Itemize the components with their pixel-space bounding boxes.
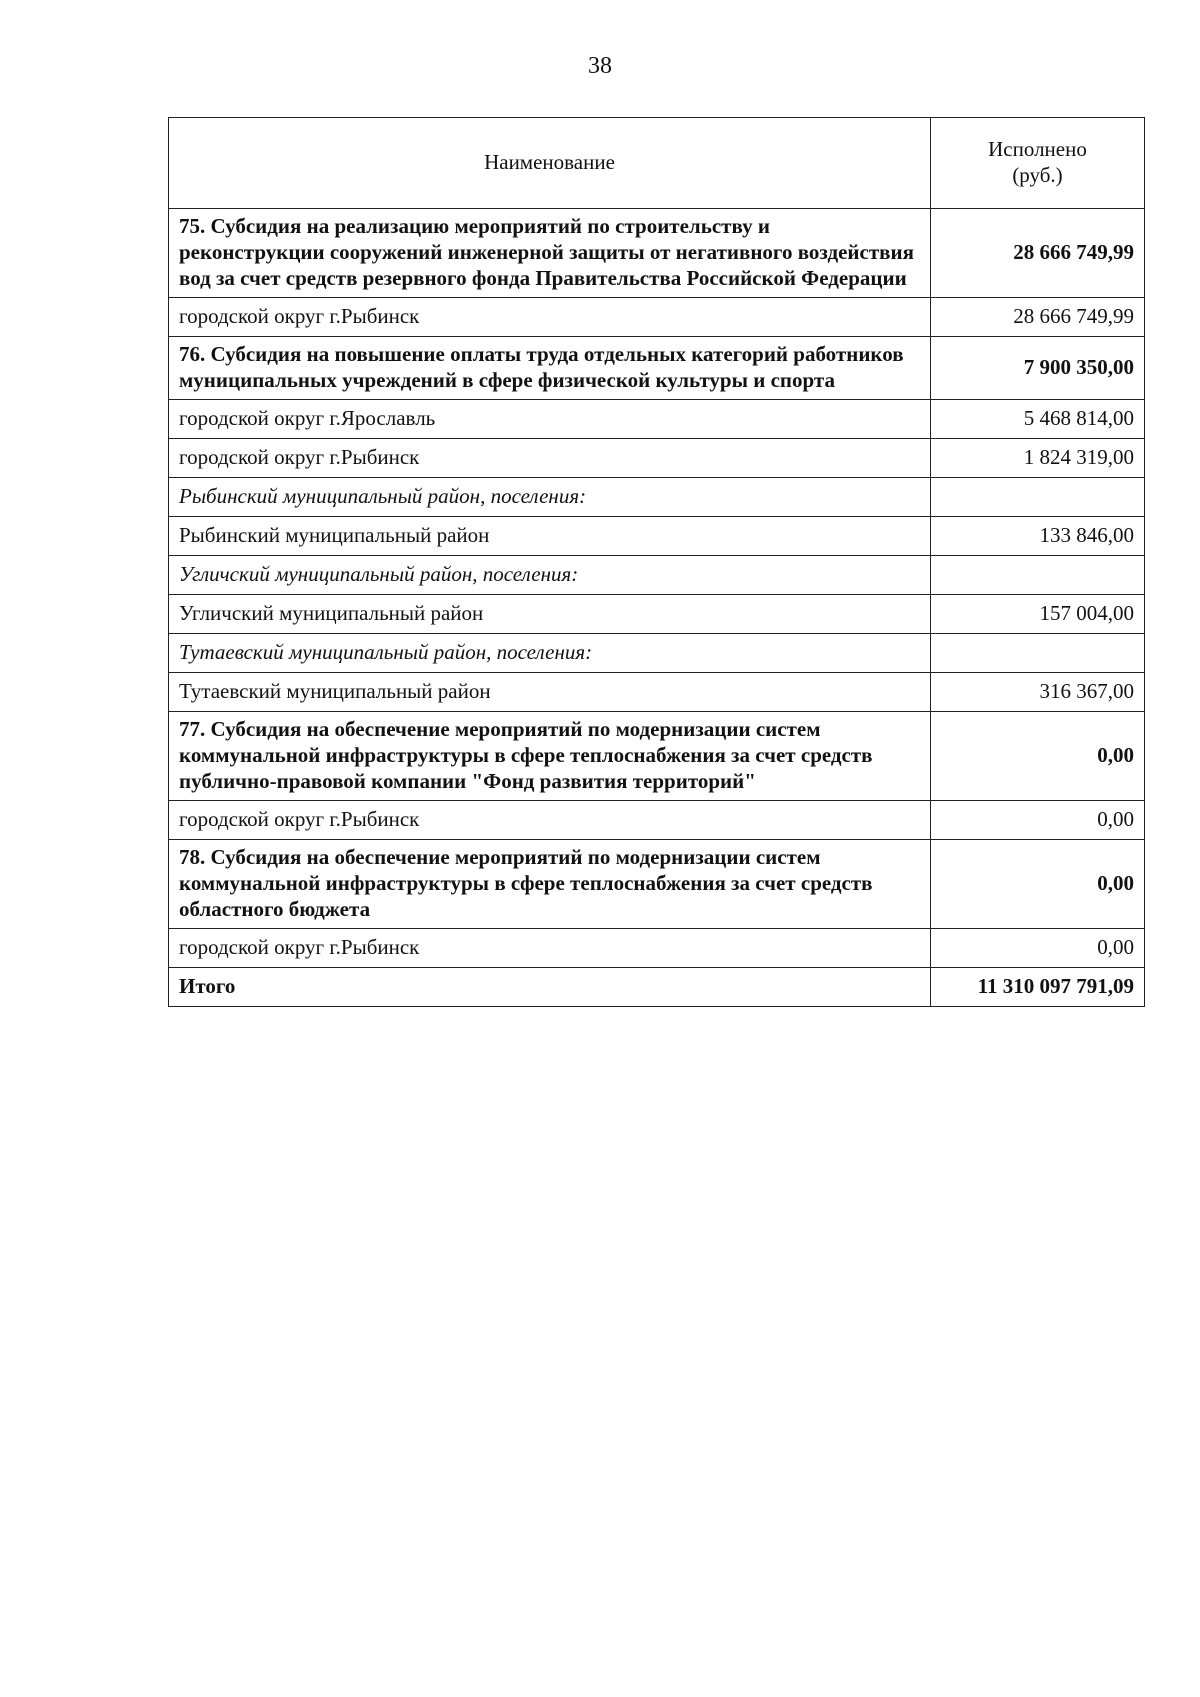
table-row <box>169 801 1145 840</box>
row-name: 77. Субсидия на обеспечение мероприятий по модернизации систем коммунальной инфраструктуры в сфере теплоснабжения за счет средств публично-правовой компании "Фонд развития территорий" <box>169 712 931 801</box>
table-row <box>169 298 1145 337</box>
row-name: Угличский муниципальный район, поселения: <box>169 556 931 595</box>
row-value: 1 824 319,00 <box>931 439 1145 478</box>
table-row <box>169 595 1145 634</box>
table-row <box>169 517 1145 556</box>
table-row <box>169 634 1145 673</box>
row-name: городской округ г.Рыбинск <box>169 298 931 337</box>
page-number: 38 <box>588 53 612 79</box>
row-value <box>931 556 1145 595</box>
row-name: 76. Субсидия на повышение оплаты труда отдельных категорий работников муниципальных учреждений в сфере физической культуры и спорта <box>169 337 931 400</box>
row-value <box>931 478 1145 517</box>
row-value <box>931 634 1145 673</box>
row-value: 28 666 749,99 <box>931 209 1145 298</box>
table-body <box>169 209 1145 1007</box>
table-row <box>169 478 1145 517</box>
header-value <box>931 118 1145 209</box>
row-value: 5 468 814,00 <box>931 400 1145 439</box>
row-value: 0,00 <box>931 840 1145 929</box>
row-value: 28 666 749,99 <box>931 298 1145 337</box>
table-row <box>169 556 1145 595</box>
row-value: 0,00 <box>931 801 1145 840</box>
table-row <box>169 209 1145 298</box>
row-name: Рыбинский муниципальный район, поселения: <box>169 478 931 517</box>
row-name: Тутаевский муниципальный район <box>169 673 931 712</box>
row-value: 157 004,00 <box>931 595 1145 634</box>
row-value: 0,00 <box>931 929 1145 968</box>
row-name: Угличский муниципальный район <box>169 595 931 634</box>
row-name: городской округ г.Рыбинск <box>169 929 931 968</box>
row-name: Рыбинский муниципальный район <box>169 517 931 556</box>
row-name: 75. Субсидия на реализацию мероприятий по строительству и реконструкции сооружений инженерной защиты от негативного воздействия вод за счет средств резервного фонда Правительства Российской Федерации <box>169 209 931 298</box>
row-name: городской округ г.Рыбинск <box>169 439 931 478</box>
table-row <box>169 673 1145 712</box>
total-label: Итого <box>169 968 931 1007</box>
header-name: Наименование <box>169 118 931 209</box>
total-value: 11 310 097 791,09 <box>931 968 1145 1007</box>
table-row <box>169 929 1145 968</box>
row-value: 133 846,00 <box>931 517 1145 556</box>
table-row <box>169 840 1145 929</box>
row-value: 7 900 350,00 <box>931 337 1145 400</box>
row-value: 0,00 <box>931 712 1145 801</box>
total-row <box>169 968 1145 1007</box>
table-row <box>169 337 1145 400</box>
table-row <box>169 400 1145 439</box>
row-name: городской округ г.Ярославль <box>169 400 931 439</box>
row-name: 78. Субсидия на обеспечение мероприятий по модернизации систем коммунальной инфраструктуры в сфере теплоснабжения за счет средств областного бюджета <box>169 840 931 929</box>
table-row <box>169 712 1145 801</box>
header-value-line2: (руб.) <box>1012 163 1063 187</box>
header-value-line1: Исполнено <box>988 137 1087 161</box>
table-header-row <box>169 118 1145 209</box>
row-value: 316 367,00 <box>931 673 1145 712</box>
row-name: Тутаевский муниципальный район, поселения: <box>169 634 931 673</box>
subsidy-table <box>168 117 1145 1007</box>
table-row <box>169 439 1145 478</box>
row-name: городской округ г.Рыбинск <box>169 801 931 840</box>
